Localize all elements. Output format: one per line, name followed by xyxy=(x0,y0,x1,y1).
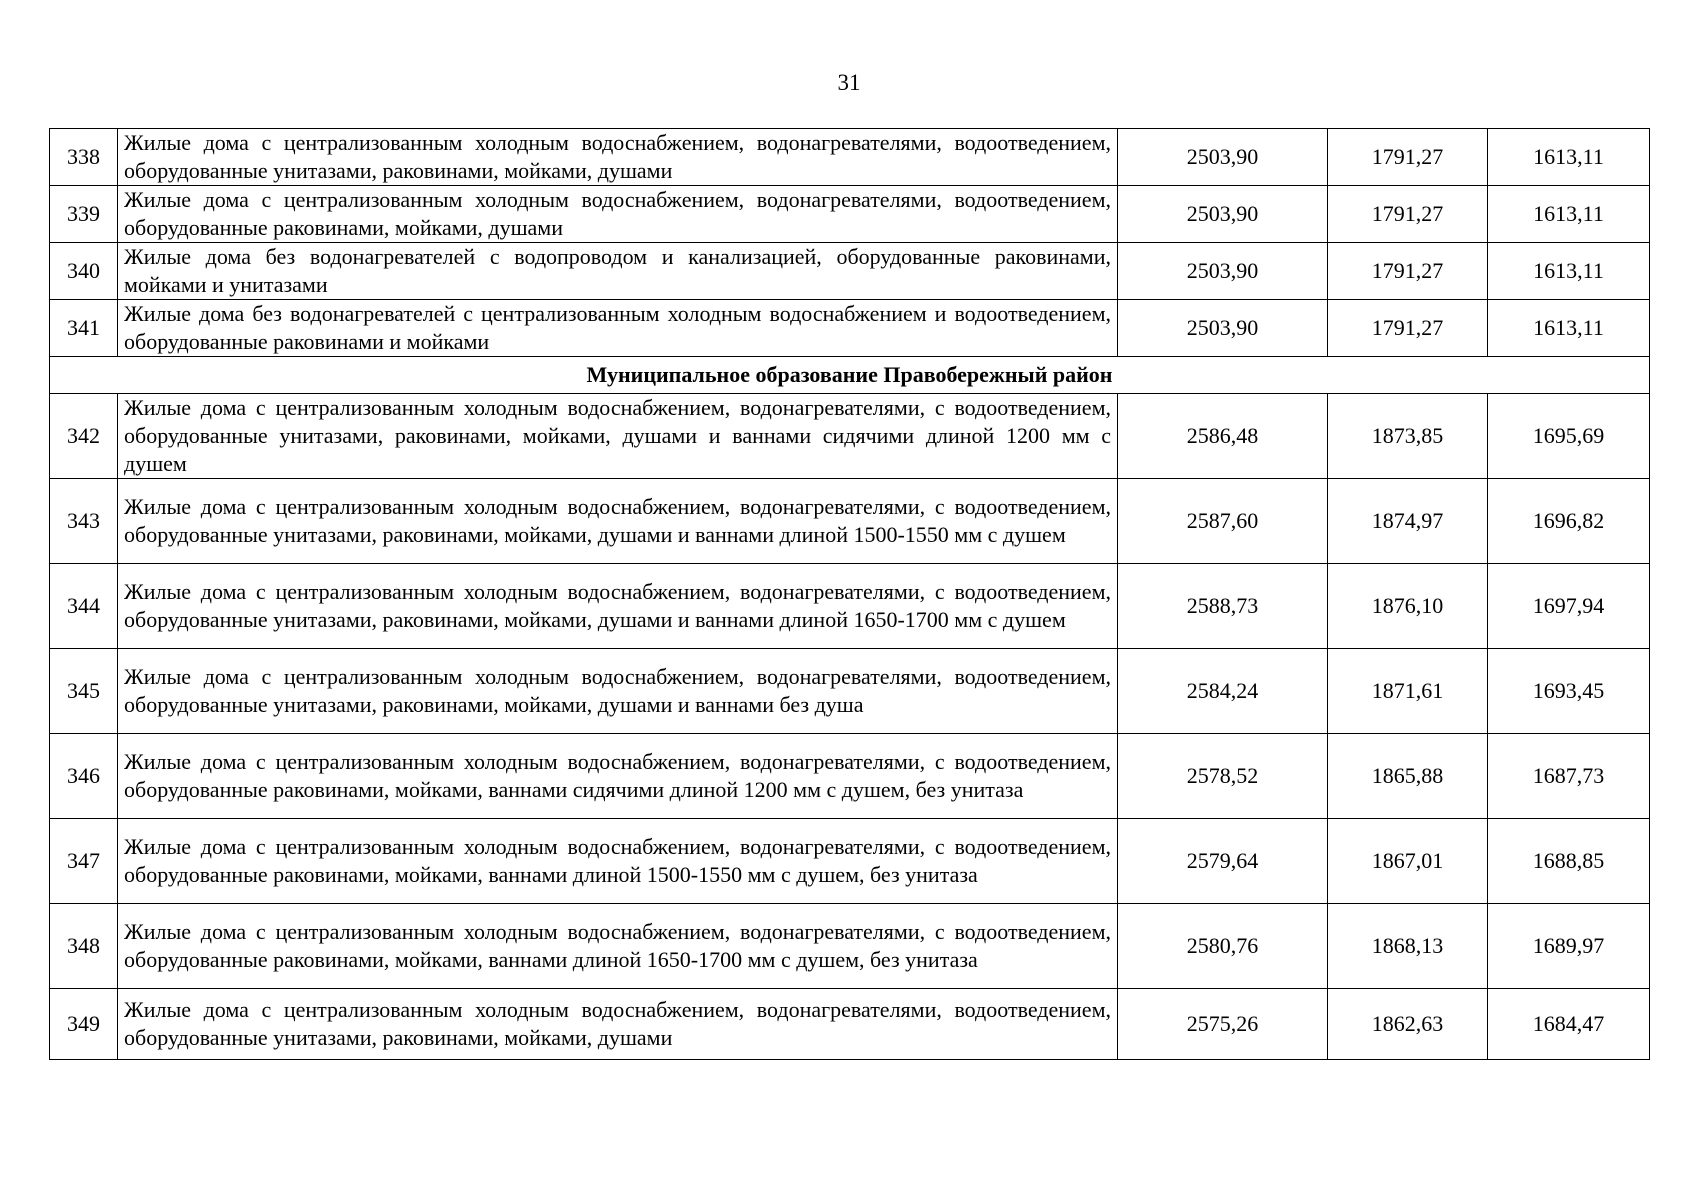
row-value-3: 1695,69 xyxy=(1488,394,1650,479)
table-row xyxy=(50,989,1650,1060)
row-value-1: 2584,24 xyxy=(1118,649,1328,734)
table-row xyxy=(50,394,1650,479)
row-description: Жилые дома с централизованным холодным водоснабжением, водонагревателями, с водоотведением, оборудованные унитазами, раковинами, мойками, душами и ваннами длиной 1500-1550 мм с душем xyxy=(118,479,1118,564)
row-value-3: 1613,11 xyxy=(1488,300,1650,357)
row-value-3: 1687,73 xyxy=(1488,734,1650,819)
row-value-1: 2575,26 xyxy=(1118,989,1328,1060)
row-value-2: 1791,27 xyxy=(1328,243,1488,300)
table-row xyxy=(50,819,1650,904)
row-value-2: 1865,88 xyxy=(1328,734,1488,819)
row-value-3: 1688,85 xyxy=(1488,819,1650,904)
table-row xyxy=(50,564,1650,649)
row-value-1: 2586,48 xyxy=(1118,394,1328,479)
row-description: Жилые дома с централизованным холодным водоснабжением, водонагревателями, с водоотведением, оборудованные унитазами, раковинами, мойками, душами и ваннами длиной 1650-1700 мм с душем xyxy=(118,564,1118,649)
row-description: Жилые дома без водонагревателей с водопроводом и канализацией, оборудованные раковинами, мойками и унитазами xyxy=(118,243,1118,300)
row-value-1: 2578,52 xyxy=(1118,734,1328,819)
table-row xyxy=(50,300,1650,357)
row-description: Жилые дома с централизованным холодным водоснабжением, водонагревателями, с водоотведением, оборудованные унитазами, раковинами, мойками, душами и ваннами сидячими длиной 1200 мм с душем xyxy=(118,394,1118,479)
row-number: 344 xyxy=(50,564,118,649)
row-value-1: 2588,73 xyxy=(1118,564,1328,649)
row-value-2: 1862,63 xyxy=(1328,989,1488,1060)
row-value-2: 1868,13 xyxy=(1328,904,1488,989)
row-description: Жилые дома с централизованным холодным водоснабжением, водонагревателями, с водоотведением, оборудованные раковинами, мойками, ваннами длиной 1650-1700 мм с душем, без унитаза xyxy=(118,904,1118,989)
row-value-3: 1684,47 xyxy=(1488,989,1650,1060)
row-number: 349 xyxy=(50,989,118,1060)
row-value-2: 1791,27 xyxy=(1328,300,1488,357)
row-description: Жилые дома без водонагревателей с централизованным холодным водоснабжением и водоотведением, оборудованные раковинами и мойками xyxy=(118,300,1118,357)
row-description: Жилые дома с централизованным холодным водоснабжением, водонагревателями, с водоотведением, оборудованные раковинами, мойками, ваннами длиной 1500-1550 мм с душем, без унитаза xyxy=(118,819,1118,904)
row-value-2: 1867,01 xyxy=(1328,819,1488,904)
row-number: 340 xyxy=(50,243,118,300)
row-number: 348 xyxy=(50,904,118,989)
row-value-2: 1874,97 xyxy=(1328,479,1488,564)
row-description: Жилые дома с централизованным холодным водоснабжением, водонагревателями, водоотведением, оборудованные унитазами, раковинами, мойками, душами и ваннами без душа xyxy=(118,649,1118,734)
row-value-3: 1613,11 xyxy=(1488,243,1650,300)
row-number: 341 xyxy=(50,300,118,357)
row-value-3: 1693,45 xyxy=(1488,649,1650,734)
row-value-3: 1613,11 xyxy=(1488,129,1650,186)
row-description: Жилые дома с централизованным холодным водоснабжением, водонагревателями, водоотведением, оборудованные унитазами, раковинами, мойками, душами xyxy=(118,129,1118,186)
table-row xyxy=(50,243,1650,300)
row-value-2: 1791,27 xyxy=(1328,186,1488,243)
section-title: Муниципальное образование Правобережный район xyxy=(50,357,1650,394)
row-number: 342 xyxy=(50,394,118,479)
row-value-3: 1697,94 xyxy=(1488,564,1650,649)
table-row xyxy=(50,186,1650,243)
row-value-2: 1871,61 xyxy=(1328,649,1488,734)
row-value-3: 1696,82 xyxy=(1488,479,1650,564)
row-value-2: 1873,85 xyxy=(1328,394,1488,479)
row-description: Жилые дома с централизованным холодным водоснабжением, водонагревателями, с водоотведением, оборудованные раковинами, мойками, ваннами сидячими длиной 1200 мм с душем, без унитаза xyxy=(118,734,1118,819)
page-number: 31 xyxy=(837,70,861,95)
table-row xyxy=(50,649,1650,734)
table-row xyxy=(50,479,1650,564)
row-number: 343 xyxy=(50,479,118,564)
row-value-1: 2579,64 xyxy=(1118,819,1328,904)
row-value-1: 2580,76 xyxy=(1118,904,1328,989)
table-row xyxy=(50,129,1650,186)
row-value-3: 1689,97 xyxy=(1488,904,1650,989)
row-number: 345 xyxy=(50,649,118,734)
row-number: 347 xyxy=(50,819,118,904)
row-value-1: 2503,90 xyxy=(1118,129,1328,186)
row-value-2: 1876,10 xyxy=(1328,564,1488,649)
row-number: 346 xyxy=(50,734,118,819)
tariff-table xyxy=(49,128,1650,1060)
table-row xyxy=(50,734,1650,819)
table-row xyxy=(50,904,1650,989)
row-value-1: 2503,90 xyxy=(1118,243,1328,300)
section-row xyxy=(50,357,1650,394)
row-value-1: 2503,90 xyxy=(1118,186,1328,243)
row-number: 339 xyxy=(50,186,118,243)
row-value-2: 1791,27 xyxy=(1328,129,1488,186)
row-number: 338 xyxy=(50,129,118,186)
row-value-1: 2587,60 xyxy=(1118,479,1328,564)
row-description: Жилые дома с централизованным холодным водоснабжением, водонагревателями, водоотведением, оборудованные раковинами, мойками, душами xyxy=(118,186,1118,243)
row-value-1: 2503,90 xyxy=(1118,300,1328,357)
row-value-3: 1613,11 xyxy=(1488,186,1650,243)
row-description: Жилые дома с централизованным холодным водоснабжением, водонагревателями, водоотведением, оборудованные унитазами, раковинами, мойками, душами xyxy=(118,989,1118,1060)
